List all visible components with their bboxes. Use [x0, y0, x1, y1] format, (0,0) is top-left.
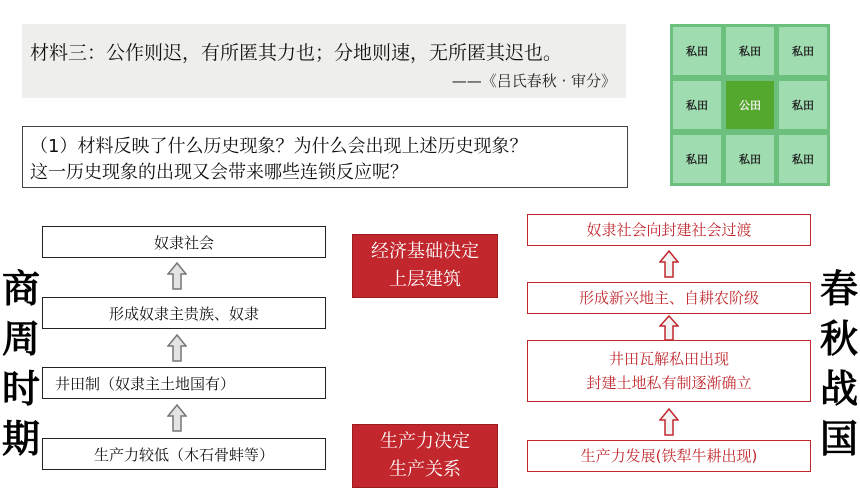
principle-line: 经济基础决定: [371, 241, 479, 262]
up-arrow-icon: [167, 404, 187, 432]
right-label-char: 国: [819, 417, 858, 461]
material-quote-text: 材料三：公作则迟，有所匿其力也；分地则速，无所匿其迟也。: [30, 42, 563, 64]
right-label-char: 战: [819, 367, 858, 411]
left-chain-box: 井田制（奴隶主土地国有）: [42, 367, 326, 399]
up-arrow-icon: [167, 262, 187, 290]
material-source: ——《吕氏春秋 · 审分》: [451, 72, 616, 90]
right-chain-box: [527, 282, 811, 314]
field-cell-private: 私田: [779, 135, 827, 183]
principle-base-superstructure: [352, 234, 498, 298]
right-chain-box: [527, 214, 811, 246]
left-chain-box: 形成奴隶主贵族、奴隶: [42, 297, 326, 329]
right-label-char: 春: [819, 267, 858, 311]
left-period-label: [0, 264, 46, 464]
right-chain-text: 生产力发展(铁犁牛耕出现): [580, 447, 758, 465]
up-arrow-icon: [659, 315, 679, 341]
left-label-char: 商: [1, 267, 40, 311]
left-chain-box: 奴隶社会: [42, 226, 326, 258]
right-chain-text: 奴隶社会向封建社会过渡: [586, 221, 752, 239]
field-cell-private: 私田: [673, 135, 721, 183]
principle-line: 生产关系: [389, 459, 461, 480]
question-line-2: 这一历史现象的出现又会带来哪些连锁反应呢？: [30, 162, 408, 183]
left-label-char: 周: [1, 317, 40, 361]
left-label-char: 时: [1, 367, 40, 411]
right-chain-box: [527, 440, 811, 472]
principle-productivity-relations: [352, 424, 498, 488]
question-line-1: （1）材料反映了什么历史现象？为什么会出现上述历史现象？: [30, 136, 528, 157]
right-chain-text: 井田瓦解私田出现: [608, 350, 729, 368]
left-chain-box: 生产力较低（木石骨蚌等）: [42, 438, 326, 470]
principle-line: 生产力决定: [380, 431, 470, 452]
field-cell-private: 私田: [779, 81, 827, 129]
field-cell-private: 私田: [726, 135, 774, 183]
field-cell-private: 私田: [779, 27, 827, 75]
field-cell-private: 私田: [673, 27, 721, 75]
principle-line: 上层建筑: [389, 269, 461, 290]
field-cell-private: 私田: [726, 27, 774, 75]
right-label-char: 秋: [819, 317, 858, 361]
field-cell-public: 公田: [726, 81, 774, 129]
field-cell-private: 私田: [673, 81, 721, 129]
right-period-label: [814, 264, 860, 464]
up-arrow-icon: [659, 250, 679, 278]
right-chain-text: 形成新兴地主、自耕农阶级: [578, 289, 759, 307]
up-arrow-icon: [167, 334, 187, 362]
up-arrow-icon: [659, 408, 679, 436]
left-label-char: 期: [1, 417, 40, 461]
right-chain-text: 封建土地私有制逐渐确立: [586, 374, 752, 392]
right-chain-box: [527, 340, 811, 402]
